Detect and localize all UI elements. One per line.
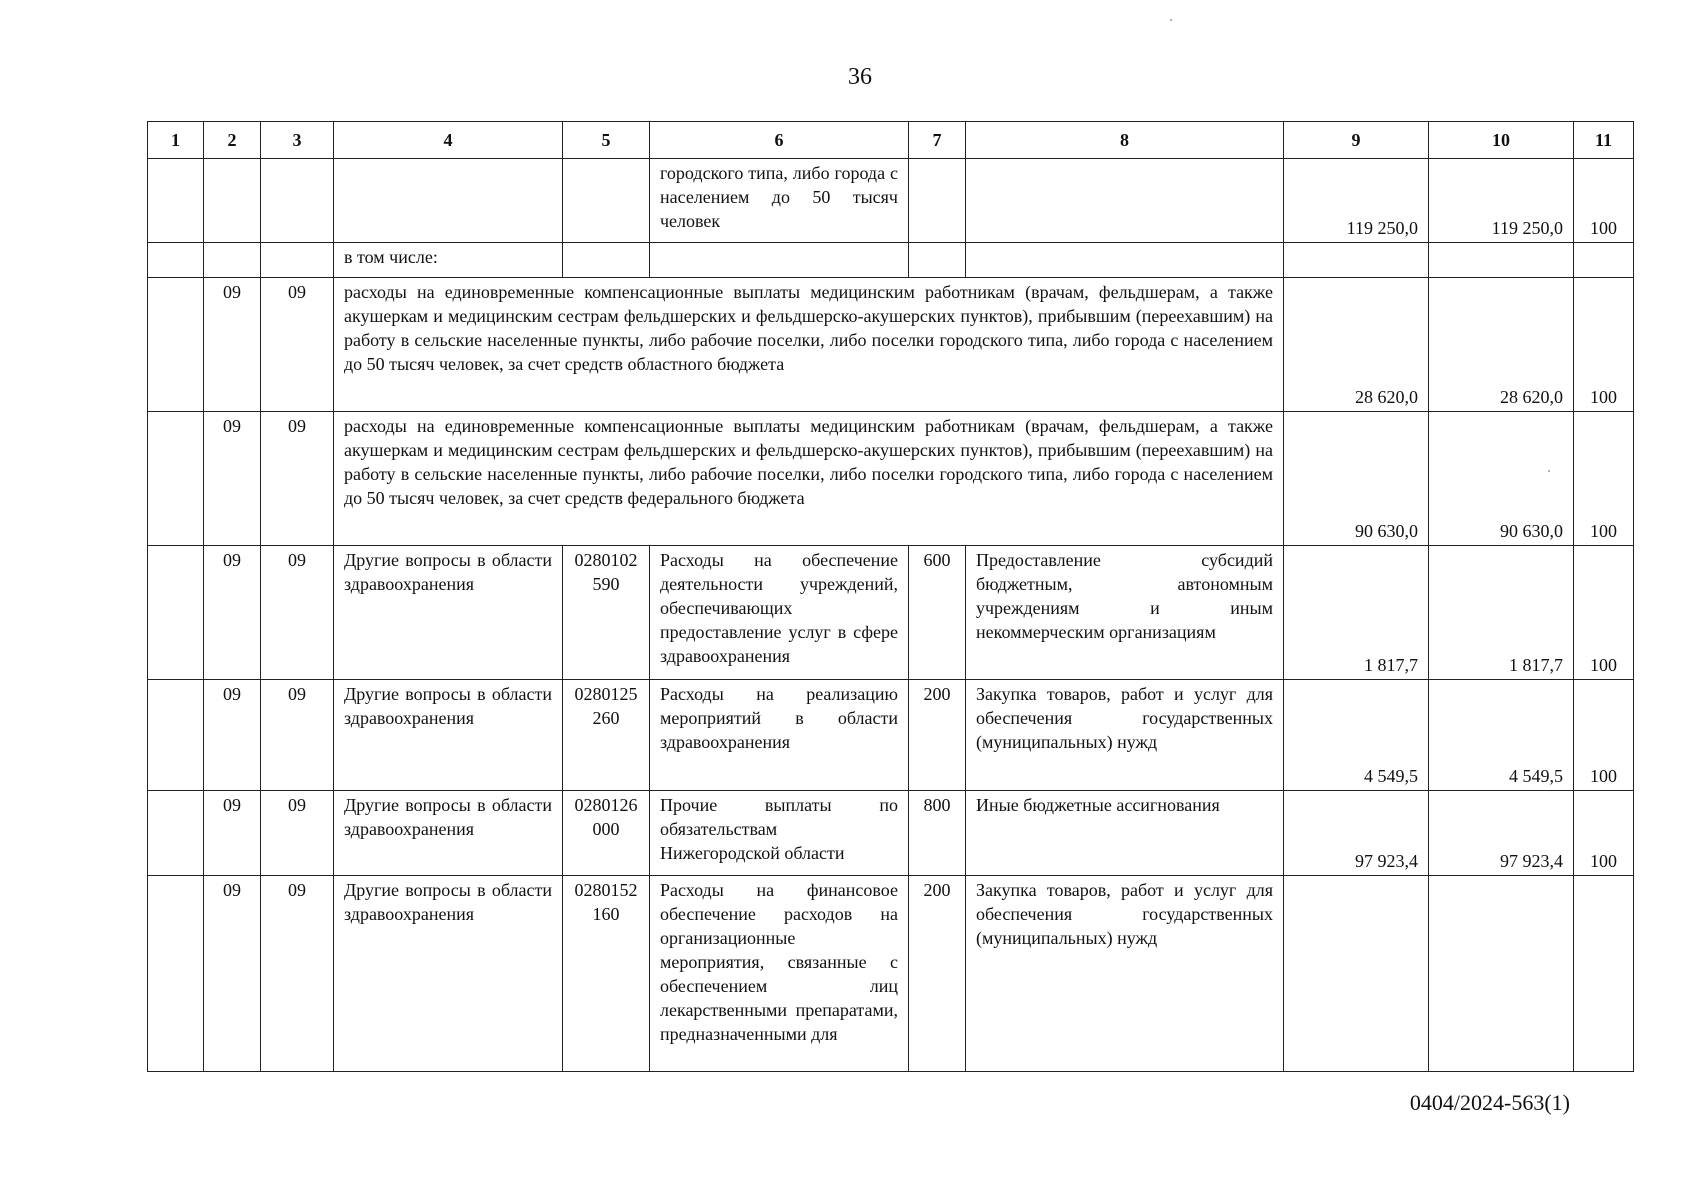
table-cell: 119 250,0	[1284, 159, 1429, 243]
table-cell: 100	[1574, 791, 1634, 876]
table-cell: 119 250,0	[1429, 159, 1574, 243]
table-cell	[148, 412, 204, 546]
table-header-row	[148, 122, 1634, 159]
table-cell: 100	[1574, 680, 1634, 791]
table-row	[148, 546, 1634, 680]
table-cell	[334, 159, 563, 243]
table-cell: Другие вопросы в области здравоохранения	[334, 876, 563, 1072]
column-header: 9	[1284, 122, 1429, 159]
table-cell: 28 620,0	[1429, 278, 1574, 412]
table-cell: 09	[261, 791, 334, 876]
budget-table	[147, 121, 1634, 1072]
table-cell: 800	[909, 791, 966, 876]
table-row	[148, 791, 1634, 876]
table-cell: 90 630,0	[1429, 412, 1574, 546]
table-cell: 0280126000	[563, 791, 650, 876]
merged-description-cell: расходы на единовременные компенсационные выплаты медицинским работникам (врачам, фельдшерам, а также акушеркам и медицинским сестрам фельдшерских и фельдшерско-акушерских пунктов), прибывшим (переехавшим) на работу в сельские населенные пункты, либо рабочие поселки, либо поселки городского типа, либо города с населением до 50 тысяч человек, за счет средств федерального бюджета	[334, 412, 1284, 546]
table-cell: 09	[261, 412, 334, 546]
table-row	[148, 159, 1634, 243]
column-header: 6	[650, 122, 909, 159]
column-header: 5	[563, 122, 650, 159]
table-row	[148, 278, 1634, 412]
table-cell: 09	[261, 546, 334, 680]
table-cell: 09	[204, 278, 261, 412]
table-cell: 90 630,0	[1284, 412, 1429, 546]
table-cell	[650, 243, 909, 278]
table-cell: Закупка товаров, работ и услуг для обеспечения государственных (муниципальных) нужд	[966, 680, 1284, 791]
table-cell	[1429, 876, 1574, 1072]
table-cell: 97 923,4	[1284, 791, 1429, 876]
table-cell	[148, 791, 204, 876]
table-cell	[1284, 243, 1429, 278]
scan-speck	[1170, 19, 1172, 21]
table-cell: 100	[1574, 546, 1634, 680]
table-cell: Другие вопросы в области здравоохранения	[334, 546, 563, 680]
table-cell: 09	[204, 876, 261, 1072]
table-cell: 09	[204, 680, 261, 791]
table-cell	[966, 159, 1284, 243]
column-header: 1	[148, 122, 204, 159]
page-number: 36	[848, 64, 872, 90]
table-cell	[148, 243, 204, 278]
table-cell	[148, 680, 204, 791]
table-cell: 0280102590	[563, 546, 650, 680]
table-cell: 1 817,7	[1284, 546, 1429, 680]
table-cell: 09	[261, 876, 334, 1072]
table-cell	[1574, 876, 1634, 1072]
table-cell: 28 620,0	[1284, 278, 1429, 412]
table-cell: 1 817,7	[1429, 546, 1574, 680]
column-header: 7	[909, 122, 966, 159]
table-row	[148, 243, 1634, 278]
table-row	[148, 680, 1634, 791]
table-cell	[148, 159, 204, 243]
table-cell: 09	[204, 791, 261, 876]
table-cell: 09	[204, 412, 261, 546]
table-cell: 100	[1574, 159, 1634, 243]
table-cell	[261, 243, 334, 278]
table-cell	[909, 243, 966, 278]
table-cell	[1284, 876, 1429, 1072]
table-cell	[148, 876, 204, 1072]
table-cell	[563, 159, 650, 243]
table-cell: 100	[1574, 278, 1634, 412]
table-cell: Расходы на обеспечение деятельности учреждений, обеспечивающих предоставление услуг в сфере здравоохранения	[650, 546, 909, 680]
table-cell	[148, 546, 204, 680]
scan-speck	[1548, 470, 1550, 472]
table-cell: Прочие выплаты по обязательствам Нижегородской области	[650, 791, 909, 876]
table-cell: 200	[909, 680, 966, 791]
table-cell: 4 549,5	[1284, 680, 1429, 791]
table-cell: 4 549,5	[1429, 680, 1574, 791]
table-cell	[1429, 243, 1574, 278]
table-cell: 09	[204, 546, 261, 680]
table-cell: 0280152160	[563, 876, 650, 1072]
table-cell: 09	[261, 680, 334, 791]
table-cell: Расходы на финансовое обеспечение расходов на организационные мероприятия, связанные с обеспечением лиц лекарственными препаратами, предназначенными для	[650, 876, 909, 1072]
table-cell: 0280125260	[563, 680, 650, 791]
table-cell: 100	[1574, 412, 1634, 546]
table-cell: Иные бюджетные ассигнования	[966, 791, 1284, 876]
column-header: 11	[1574, 122, 1634, 159]
table-cell: Другие вопросы в области здравоохранения	[334, 791, 563, 876]
column-header: 8	[966, 122, 1284, 159]
document-code: 0404/2024-563(1)	[1409, 1090, 1570, 1115]
table-cell	[909, 159, 966, 243]
table-cell	[204, 159, 261, 243]
column-header: 3	[261, 122, 334, 159]
column-header: 2	[204, 122, 261, 159]
table-cell: Предоставление субсидий бюджетным, автономным учреждениям и иным некоммерческим организациям	[966, 546, 1284, 680]
merged-description-cell: расходы на единовременные компенсационные выплаты медицинским работникам (врачам, фельдшерам, а также акушеркам и медицинским сестрам фельдшерских и фельдшерско-акушерских пунктов), прибывшим (переехавшим) на работу в сельские населенные пункты, либо рабочие поселки, либо поселки городского типа, либо города с населением до 50 тысяч человек, за счет средств областного бюджета	[334, 278, 1284, 412]
column-header: 4	[334, 122, 563, 159]
table-cell	[966, 243, 1284, 278]
table-cell	[1574, 243, 1634, 278]
table-cell: 09	[261, 278, 334, 412]
table-cell	[204, 243, 261, 278]
table-row	[148, 876, 1634, 1072]
column-header: 10	[1429, 122, 1574, 159]
table-cell	[148, 278, 204, 412]
table-cell	[261, 159, 334, 243]
table-cell: Расходы на реализацию мероприятий в области здравоохранения	[650, 680, 909, 791]
table-cell	[563, 243, 650, 278]
table-cell: городского типа, либо города с населением до 50 тысяч человек	[650, 159, 909, 243]
table-cell: Другие вопросы в области здравоохранения	[334, 680, 563, 791]
table-cell: 97 923,4	[1429, 791, 1574, 876]
table-cell: в том числе:	[334, 243, 563, 278]
table-cell: 200	[909, 876, 966, 1072]
table-row	[148, 412, 1634, 546]
table-cell: Закупка товаров, работ и услуг для обеспечения государственных (муниципальных) нужд	[966, 876, 1284, 1072]
table-cell: 600	[909, 546, 966, 680]
